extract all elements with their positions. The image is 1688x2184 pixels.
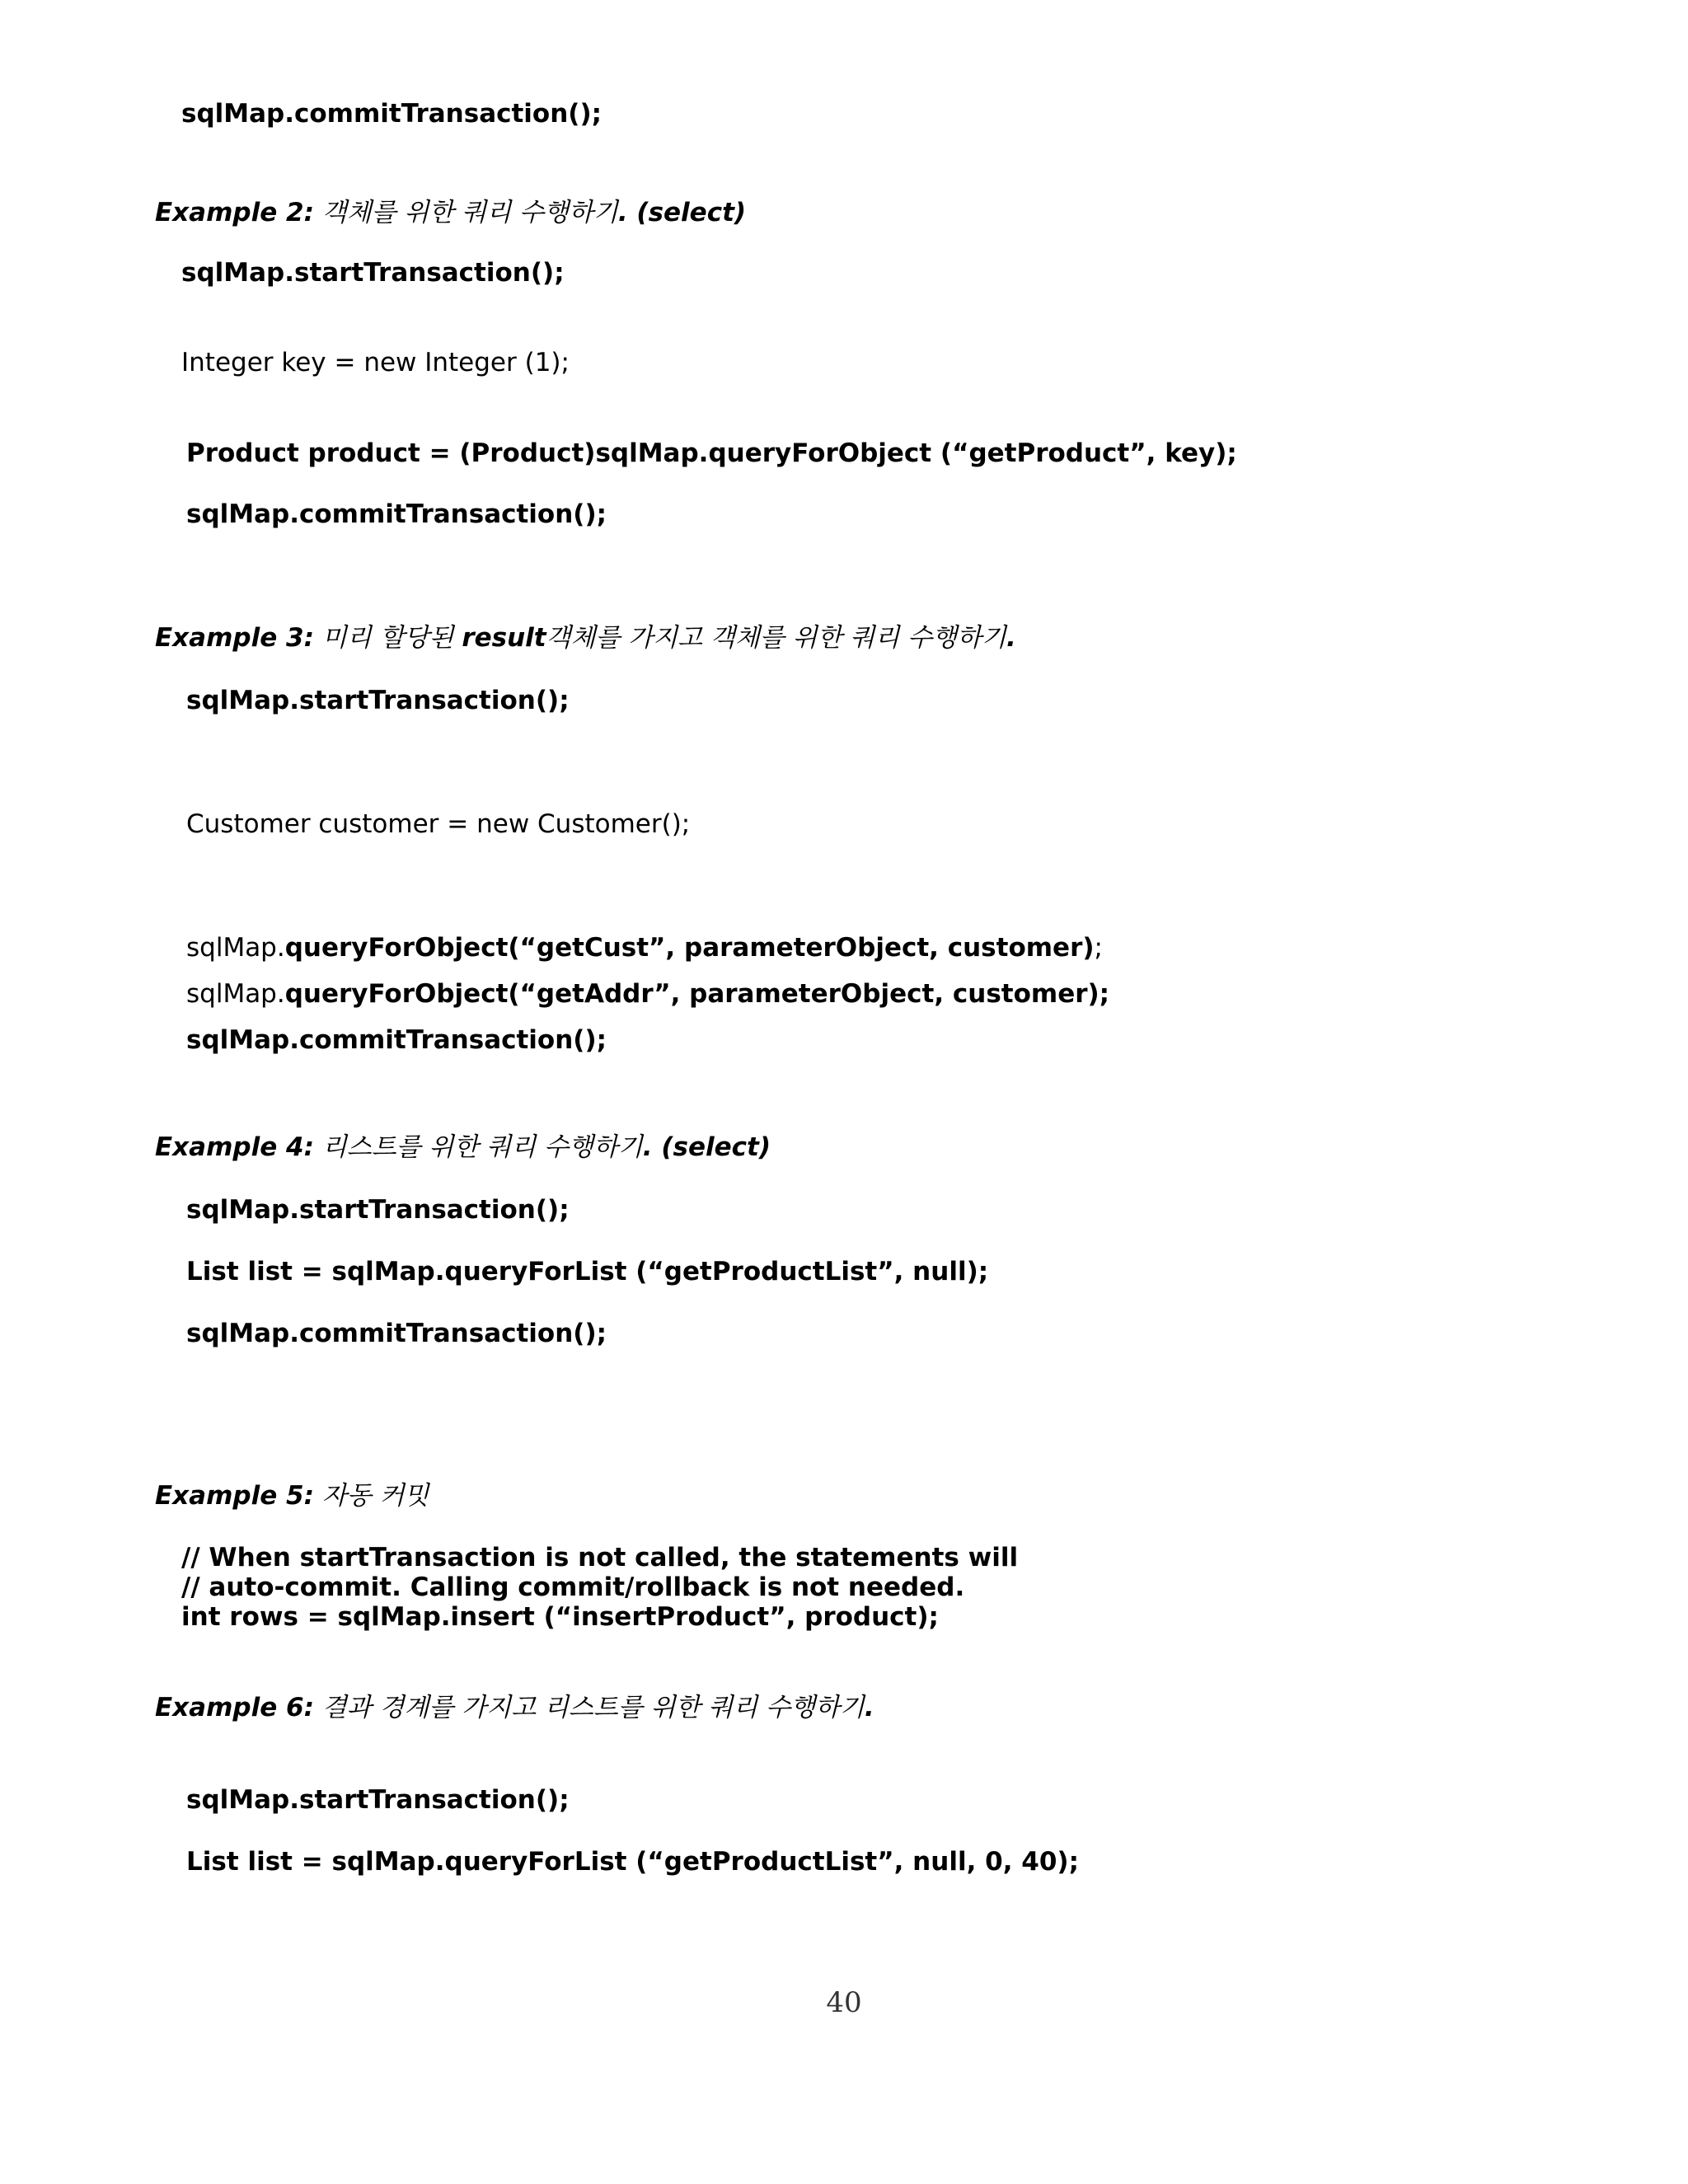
example-tail: . bbox=[864, 1693, 874, 1722]
code-fragment: queryForObject(“getCust”, parameterObject, customer) bbox=[284, 933, 1095, 963]
code-line: sqlMap.commitTransaction(); bbox=[186, 1319, 607, 1348]
example-5-heading bbox=[155, 1481, 429, 1511]
code-line: int rows = sqlMap.insert (“insertProduct”, product); bbox=[181, 1602, 939, 1632]
code-line: Customer customer = new Customer(); bbox=[186, 809, 691, 839]
code-line: sqlMap.commitTransaction(); bbox=[186, 499, 607, 529]
example-description: 자동 커밋 bbox=[321, 1481, 429, 1511]
example-2-heading bbox=[155, 198, 746, 227]
code-line: sqlMap.commitTransaction(); bbox=[186, 1025, 607, 1055]
example-emphasis: result bbox=[462, 623, 546, 653]
code-line: List list = sqlMap.queryForList (“getProductList”, null, 0, 40); bbox=[186, 1847, 1079, 1877]
code-fragment: sqlMap. bbox=[186, 979, 285, 1009]
example-label: Example 4: bbox=[155, 1132, 314, 1162]
code-line: sqlMap.startTransaction(); bbox=[186, 1195, 570, 1225]
example-label: Example 5: bbox=[155, 1481, 314, 1511]
code-line: Product product = (Product)sqlMap.queryForObject (“getProduct”, key); bbox=[186, 438, 1237, 468]
example-description: 리스트를 위한 쿼리 수행하기 bbox=[321, 1132, 643, 1162]
code-line: sqlMap.commitTransaction(); bbox=[181, 99, 603, 129]
example-description: 미리 할당된 bbox=[321, 623, 462, 653]
example-label: Example 2: bbox=[155, 198, 314, 227]
code-comment: // auto-commit. Calling commit/rollback is not needed. bbox=[181, 1572, 965, 1602]
example-4-heading bbox=[155, 1132, 771, 1162]
code-line: Integer key = new Integer (1); bbox=[181, 348, 570, 377]
code-line: sqlMap.startTransaction(); bbox=[186, 686, 570, 715]
example-description: 객체를 위한 쿼리 수행하기 bbox=[321, 198, 618, 227]
example-description: 결과 경계를 가지고 리스트를 위한 쿼리 수행하기 bbox=[321, 1693, 865, 1722]
example-label: Example 3: bbox=[155, 623, 314, 653]
code-comment: // When startTransaction is not called, the statements will bbox=[181, 1543, 1019, 1572]
code-line: List list = sqlMap.queryForList (“getProductList”, null); bbox=[186, 1257, 989, 1286]
example-3-heading bbox=[155, 623, 1016, 653]
code-line: sqlMap.startTransaction(); bbox=[186, 1785, 570, 1815]
example-tail: . bbox=[1006, 623, 1016, 653]
page-number: 40 bbox=[826, 1986, 862, 2019]
example-tail: . (select) bbox=[617, 198, 747, 227]
example-description: 객체를 가지고 객체를 위한 쿼리 수행하기 bbox=[546, 623, 1006, 653]
example-tail: . (select) bbox=[642, 1132, 771, 1162]
code-line bbox=[186, 933, 1103, 963]
code-fragment: queryForObject(“getAddr”, parameterObject, customer); bbox=[284, 979, 1110, 1009]
code-line: sqlMap.startTransaction(); bbox=[181, 258, 565, 288]
example-6-heading bbox=[155, 1693, 874, 1722]
code-fragment: ; bbox=[1094, 933, 1103, 963]
example-label: Example 6: bbox=[155, 1693, 314, 1722]
code-fragment: sqlMap. bbox=[186, 933, 285, 963]
code-line bbox=[186, 979, 1109, 1009]
